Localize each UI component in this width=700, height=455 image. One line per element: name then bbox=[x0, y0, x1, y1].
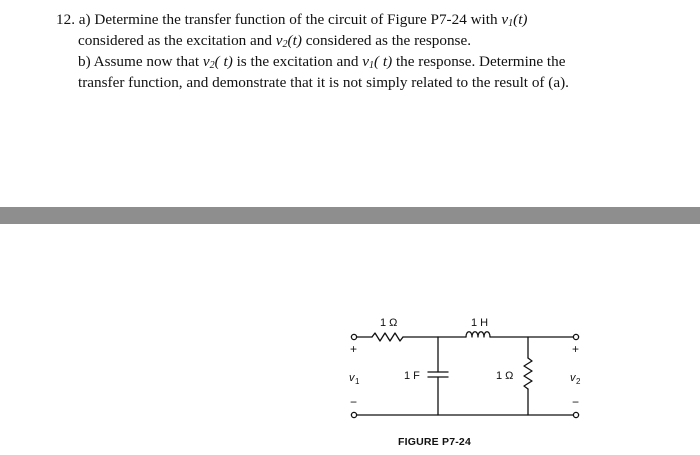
figure-caption: FIGURE P7-24 bbox=[398, 436, 472, 448]
inductor-l1 bbox=[466, 332, 490, 337]
r1-label: 1 Ω bbox=[380, 317, 398, 329]
part-a-text-3: considered as the response. bbox=[305, 32, 472, 49]
problem-line-4 bbox=[56, 72, 686, 93]
l1-label: 1 H bbox=[471, 317, 489, 329]
part-b-text-1: Assume now that bbox=[93, 53, 200, 70]
output-terminal-top bbox=[573, 334, 578, 339]
circuit-diagram bbox=[330, 300, 610, 435]
part-a-label: a) bbox=[78, 11, 91, 28]
output-terminal-bottom bbox=[573, 412, 578, 417]
input-terminal-bottom bbox=[351, 412, 356, 417]
circuit-figure bbox=[330, 300, 610, 455]
v1-minus-sign: − bbox=[350, 395, 358, 409]
problem-number: 12. bbox=[56, 11, 75, 28]
svg-text:v: v bbox=[349, 372, 355, 384]
v1-label bbox=[349, 372, 360, 386]
part-b-label: b) bbox=[78, 53, 91, 70]
v2-label bbox=[570, 372, 581, 386]
section-divider-bar bbox=[0, 207, 700, 224]
part-b-v1: $v_1$( t) bbox=[362, 53, 393, 71]
svg-text:1: 1 bbox=[355, 377, 360, 386]
problem-line-3 bbox=[56, 51, 686, 72]
resistor-r2 bbox=[524, 358, 532, 389]
svg-text:v: v bbox=[570, 372, 576, 384]
v2-minus-sign: − bbox=[572, 395, 580, 409]
c1-label: 1 F bbox=[404, 370, 420, 382]
svg-text:2: 2 bbox=[576, 377, 581, 386]
part-b-v2: $v_2$( t) bbox=[202, 53, 233, 71]
v2-plus-sign: + bbox=[572, 342, 580, 356]
r2-label: 1 Ω bbox=[496, 370, 514, 382]
problem-statement bbox=[56, 9, 686, 93]
v1-plus-sign: + bbox=[350, 342, 358, 356]
problem-line-1 bbox=[56, 9, 686, 30]
input-terminal-top bbox=[351, 334, 356, 339]
problem-line-2 bbox=[56, 30, 686, 51]
part-a-v1: $v_1(t)$ bbox=[501, 11, 528, 29]
part-b-text-3: the response. Determine the bbox=[395, 53, 566, 70]
part-a-text-2: considered as the excitation and bbox=[78, 32, 272, 49]
part-b-text-2: is the excitation and bbox=[236, 53, 359, 70]
resistor-r1 bbox=[372, 333, 403, 341]
part-a-text-1: Determine the transfer function of the circuit of Figure P7-24 with bbox=[94, 11, 498, 28]
part-b-text-4: transfer function, and demonstrate that it is not simply related to the result of (a). bbox=[78, 74, 569, 91]
part-a-v2: $v_2(t)$ bbox=[275, 32, 302, 50]
